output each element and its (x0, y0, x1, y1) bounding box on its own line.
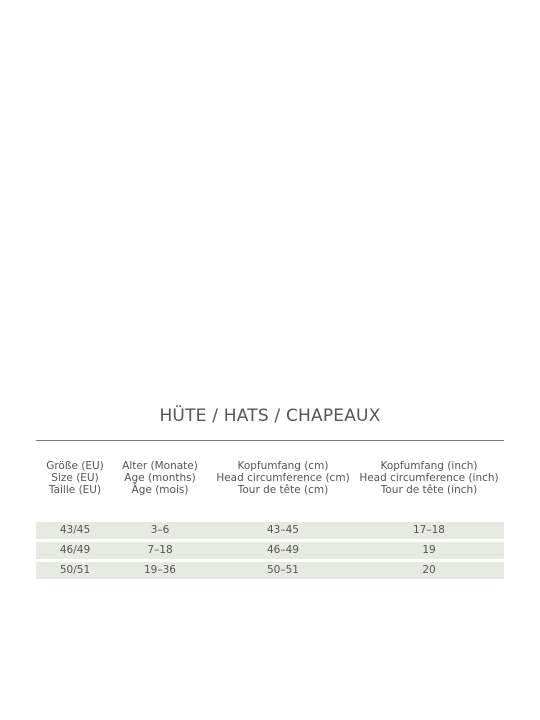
cell-head-inch: 17–18 (413, 524, 445, 536)
table-row (36, 542, 504, 559)
header-size-en: Size (EU) (51, 472, 99, 484)
header-age-en: Age (months) (124, 472, 196, 484)
header-head-inch (354, 460, 504, 496)
cell-head-inch: 20 (422, 564, 436, 576)
cell-age: 7–18 (147, 544, 173, 556)
header-size-fr: Taille (EU) (48, 484, 102, 496)
header-size (36, 460, 114, 496)
header-head-cm (208, 460, 358, 496)
cell-age: 19–36 (144, 564, 176, 576)
cell-age: 3–6 (150, 524, 170, 536)
cell-head-inch: 19 (422, 544, 436, 556)
header-age-de: Alter (Monate) (122, 460, 198, 472)
table-row (36, 522, 504, 539)
cell-size: 46/49 (59, 544, 91, 556)
header-size-de: Größe (EU) (46, 460, 104, 472)
header-head-cm-de: Kopfumfang (cm) (237, 460, 329, 472)
cell-head-cm: 43–45 (267, 524, 299, 536)
header-head-inch-en: Head circumference (inch) (359, 472, 499, 484)
cell-head-cm: 50–51 (267, 564, 299, 576)
table-body (36, 522, 504, 582)
header-head-cm-en: Head circumference (cm) (216, 472, 350, 484)
header-age (116, 460, 204, 496)
cell-size: 50/51 (59, 564, 91, 576)
title-divider (36, 440, 504, 441)
header-head-cm-fr: Tour de tête (cm) (237, 484, 329, 496)
header-head-inch-fr: Tour de tête (inch) (380, 484, 478, 496)
table-header (36, 460, 504, 500)
chart-title: HÜTE / HATS / CHAPEAUX (159, 406, 381, 426)
header-age-fr: Âge (mois) (131, 484, 189, 496)
table-row (36, 562, 504, 579)
header-head-inch-de: Kopfumfang (inch) (380, 460, 478, 472)
cell-size: 43/45 (59, 524, 91, 536)
cell-head-cm: 46–49 (267, 544, 299, 556)
